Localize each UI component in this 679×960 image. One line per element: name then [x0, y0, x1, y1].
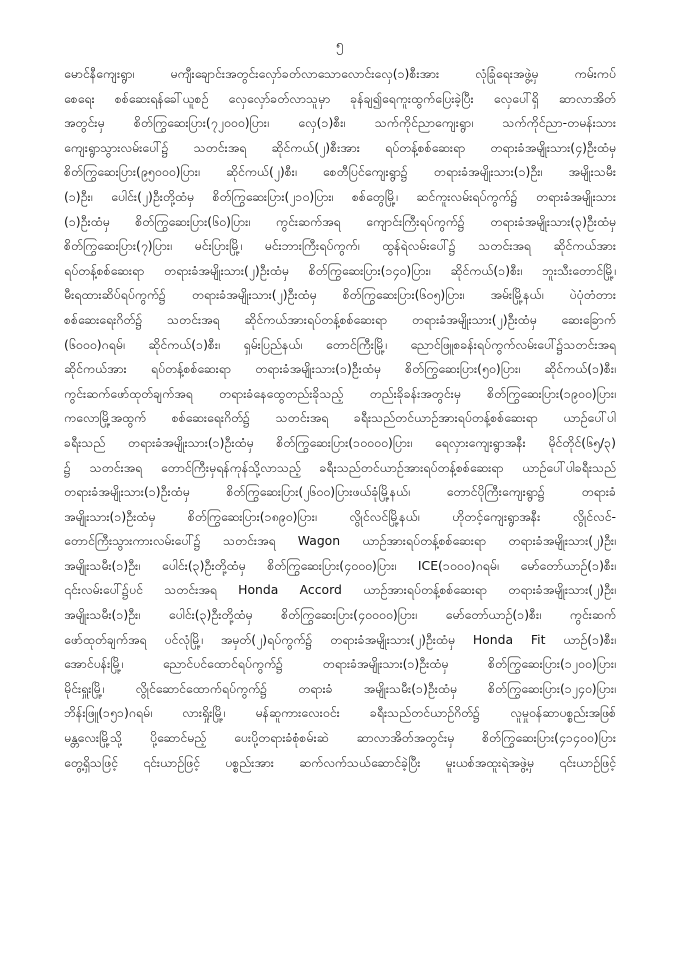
text-line: အမျိုးသမီး(၁)ဦး၊ ပေါင်း(၃)ဦးတို့ထံမှ စိတ်ကြွဆေးပြား(၄၀၀၀)ပြား၊ ICE(၁၀၀၀)ဂရမ်၊ မော်တော်ယာဉ်(၁)စီး၊: [64, 557, 616, 573]
text-line: မီးရထားဆိပ်ရပ်ကွက်၌ တရားခံအမျိုးသား(၂)ဦးထံမှ စိတ်ကြွဆေးပြား(၆၀၅)ပြား၊ အမ်းမြို့နယ်၊ ပဲပုံတံတား: [64, 287, 616, 303]
text-line: စိတ်ကြွဆေးပြား(၇)ပြား၊ မင်းပြားမြို့၊ မင်းဘားကြီးရပ်ကွက်၊ ထွန်ရဲလမ်းပေါ်၌ သတင်းအရ ဆိုင်ကယ်အား: [64, 238, 616, 254]
text-line: ရပ်တန့်စစ်ဆေးရာ တရားခံအမျိုးသား(၂)ဦးထံမှ စိတ်ကြွဆေးပြား(၁၄၀)ပြား၊ ဆိုင်ကယ်(၁)စီး၊ ဘူးသီးတောင်မြို့၊: [64, 262, 616, 278]
text-line: (၆၀၀၀)ဂရမ်၊ ဆိုင်ကယ်(၁)စီး၊ ရှမ်းပြည်နယ်၊ တောင်ကြီးမြို့၊ ညောင်ဖြူစခန်းရပ်ကွက်လမ်းပေါ်၌သတင်းအရ: [64, 336, 616, 352]
text-line: စေရေး စစ်ဆေးရန်ခေါ်ယူစဉ် လှေလှော်ခတ်လာသူမှာ ခုန်ချ၍ရေကူးထွက်ပြေးခဲ့ပြီး လှေပေါ်ရှိ ဆာလာအိတ်: [64, 90, 616, 106]
text-line: မန္တလေးမြို့သို့ ပို့ဆောင်မည့် ပေးပို့တရားခံစုံစမ်းဆဲ ဆာလာအိတ်အတွင်းမှ စိတ်ကြွဆေးပြား(၄၁၄၀၀)ပြား: [64, 730, 616, 746]
text-line: တရားခံအမျိုးသား(၁)ဦးထံမှ စိတ်ကြွဆေးပြား(၂၆၀၀)ပြားဖယ်ခုံမြို့နယ်၊ တောင်ပိုကြီးကျေးရွာ၌ တရားခံ: [64, 484, 616, 500]
text-line: စစ်ဆေးရေးဂိတ်၌ သတင်းအရ ဆိုင်ကယ်အားရပ်တန့်စစ်ဆေးရာ တရားခံအမျိုးသား(၂)ဦးထံမှ ဆေးခြောက်: [64, 311, 616, 327]
page-number: ၅: [335, 38, 344, 53]
text-line: စိတ်ကြွဆေးပြား(၉၅၀၀၀)ပြား၊ ဆိုင်ကယ်(၂)စီး၊ စေတီပြင်ကျေးရွာ၌ တရားခံအမျိုးသား(၁)ဦး၊ အမျိုးသမီး: [64, 164, 616, 180]
text-line: ကျေးရွာသွားလမ်းပေါ်၌ သတင်းအရ ဆိုင်ကယ်(၂)စီးအား ရပ်တန့်စစ်ဆေးရာ တရားခံအမျိုးသား(၄)ဦးထံမှ: [64, 139, 616, 155]
body-text: [64, 62, 616, 775]
text-line: အမျိုးသမီး(၁)ဦး၊ ပေါင်း(၃)ဦးတို့ထံမှ စိတ်ကြွဆေးပြား(၄၀၀၀၀)ပြား၊ မော်တော်ယာဉ်(၁)စီး၊ ကွင်းဆက်: [64, 607, 616, 623]
text-line: ဖော်ထုတ်ချက်အရ ပင်လုံမြို့၊ အမှတ်(၂)ရပ်ကွက်၌ တရားခံအမျိုးသား(၂)ဦးထံမှ Honda Fit ယာဉ်(၁)စီး၊: [64, 631, 616, 647]
text-line: တွေ့ရှိသဖြင့် ၎င်းယာဉ်ဖြင့် ပစ္စည်းအား ဆက်လက်သယ်ဆောင်ခဲ့ပြီး မူးယစ်အထူးရဲအဖွဲ့မှ ၎င်းယာဉ်ဖြင့်: [64, 754, 616, 770]
text-line: ဘိန်းဖြူ(၁၅၁)ဂရမ်၊ လားရှိုးမြို့၊ မန်ဆူကားလေးဝင်း ခရီးသည်တင်ယာဉ်ဂိတ်၌ လူမှုဝန်ဆာပစ္စည်းအဖြစ်: [64, 705, 616, 721]
text-line: တောင်ကြီးသွားကားလမ်းပေါ်၌ သတင်းအရ Wagon ယာဉ်အားရပ်တန့်စစ်ဆေးရာ တရားခံအမျိုးသား(၂)ဦး၊: [64, 533, 616, 549]
text-line: ဆိုင်ကယ်အား ရပ်တန့်စစ်ဆေးရာ တရားခံအမျိုးသား(၁)ဦးထံမှ စိတ်ကြွဆေးပြား(၅၀)ပြား၊ ဆိုင်ကယ်(၁)စီး၊: [64, 361, 616, 377]
text-line: ၌ သတင်းအရ တောင်ကြီးမှရန်ကုန်သို့လာသည့် ခရီးသည်တင်ယာဉ်အားရပ်တန့်စစ်ဆေးရာ ယာဉ်ပေါ်ပါခရီးသည်: [64, 459, 616, 475]
text-line: ခရီးသည် တရားခံအမျိုးသား(၁)ဦးထံမှ စိတ်ကြွဆေးပြား(၁၀၀၀၀)ပြား၊ ရေလှားကျေးရွာအနီး မိုင်တိုင်(၆၅/၃): [64, 434, 616, 450]
text-line: (၁)ဦး၊ ပေါင်း(၂)ဦးတို့ထံမှ စိတ်ကြွဆေးပြား(၂၁၀)ပြား၊ စစ်တွေမြို့၊ ဆင်ကူးလမ်းရပ်ကွက်၌ တရားခံအမျိုးသား: [64, 188, 616, 204]
text-line: အောင်ပန်းမြို့၊ ညောင်ပင်ထောင်ရပ်ကွက်၌ တရားခံအမျိုးသား(၁)ဦးထံမှ စိတ်ကြွဆေးပြား(၁၂၀၀)ပြား၊: [64, 656, 616, 672]
text-line: ကွင်းဆက်ဖော်ထုတ်ချက်အရ တရားခံနေထွေတည်းခိုသည့် တည်းခိုခန်းအတွင်းမှ စိတ်ကြွဆေးပြား(၁၉၀၀)ပြား၊: [64, 385, 616, 401]
text-line: မိုင်းရှူးမြို့၊ လွိုင်ဆောင်ထောက်ရပ်ကွက်၌ တရားခံ အမျိုးသမီး(၁)ဦးထံမှ စိတ်ကြွဆေးပြား(၁၂၄၀)ပြား၊: [64, 680, 616, 696]
text-line: ကလောမြို့အထွက် စစ်ဆေးရေးဂိတ်၌ သတင်းအရ ခရီးသည်တင်ယာဉ်အားရပ်တန့်စစ်ဆေးရာ ယာဉ်ပေါ်ပါ: [64, 410, 616, 426]
text-line: အမျိုးသား(၁)ဦးထံမှ စိတ်ကြွဆေးပြား(၁၈၉၀)ပြား၊ လွိုင်လင်မြို့နယ်၊ ဟိုတင့်ကျေးရွာအနီး လွိုင်လင်-: [64, 508, 616, 524]
text-line: အတွင်းမှ စိတ်ကြွဆေးပြား(၇၂၀၀၀)ပြား၊ လှေ(၁)စီး၊ သက်ကိုင်ညာကျေးရွာ၊ သက်ကိုင်ညာ-တမန်းသား: [64, 115, 616, 131]
text-line: ၎င်းလမ်းပေါ်၌ပင် သတင်းအရ Honda Accord ယာဉ်အားရပ်တန့်စစ်ဆေးရာ တရားခံအမျိုးသား(၂)ဦး၊: [64, 582, 616, 598]
text-line: မောင်နီကျေးရွာ၊ မကျီးချောင်းအတွင်းလှော်ခတ်လာသောလောင်းလှေ(၁)စီးအား လုံခြုံရေးအဖွဲ့မှ ကမ်းကပ်: [64, 66, 616, 81]
text-line: (၁)ဦးထံမှ စိတ်ကြွဆေးပြား(၆၀)ပြား၊ ကွင်းဆက်အရ ကျောင်းကြီးရပ်ကွက်၌ တရားခံအမျိုးသား(၃)ဦးထံမှ: [64, 213, 616, 229]
